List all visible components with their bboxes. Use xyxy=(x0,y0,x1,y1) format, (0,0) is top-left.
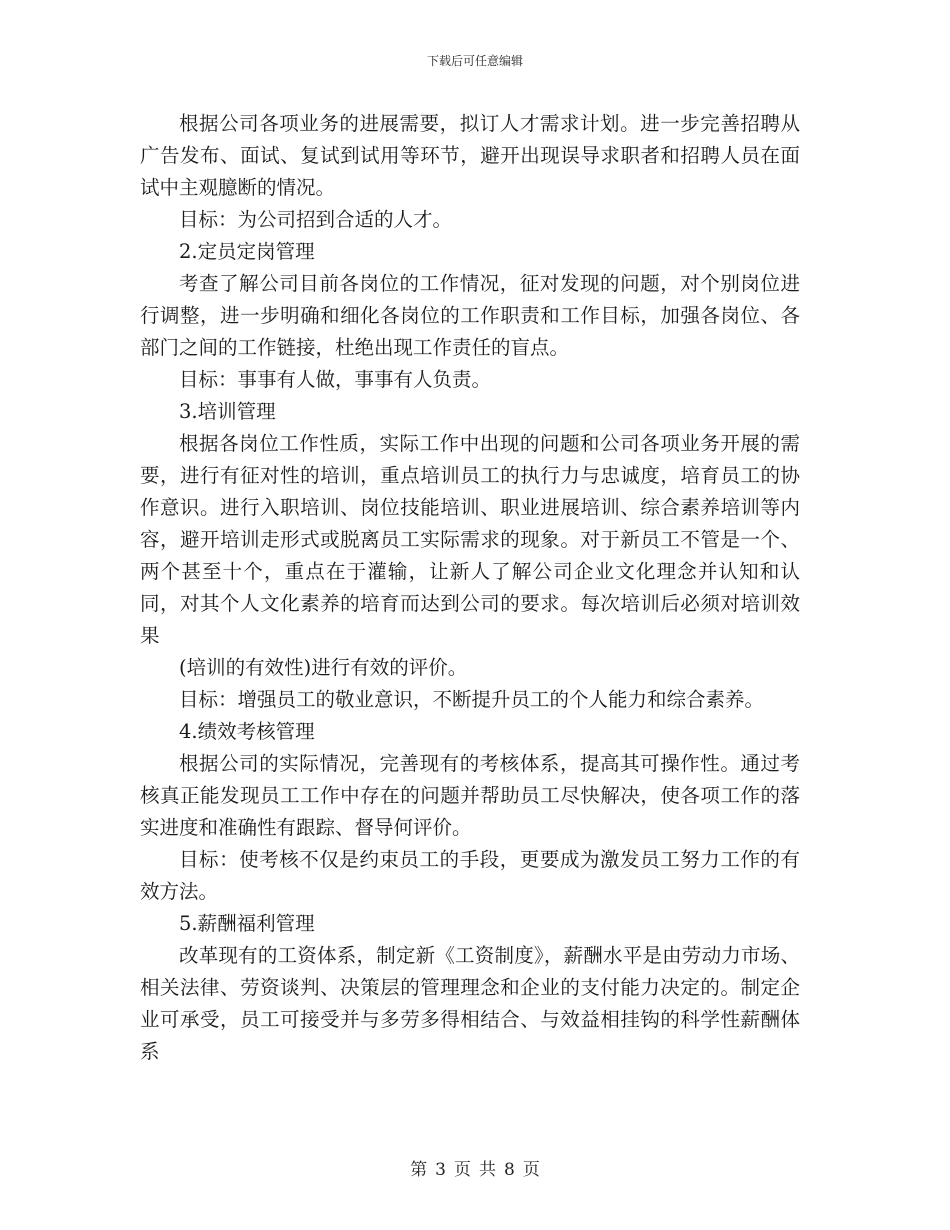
section-heading-training: 3.培训管理 xyxy=(179,400,276,423)
paragraph-recruitment-goal: 目标：为公司招到合适的人才。 xyxy=(179,208,453,231)
page-footer xyxy=(0,1155,950,1180)
footer-total-word: 共 xyxy=(479,1160,496,1180)
section-heading-staffing: 2.定员定岗管理 xyxy=(179,240,315,263)
footer-current-page: 3 xyxy=(435,1160,446,1180)
paragraph-training-goal: 目标：增强员工的敬业意识，不断提升员工的个人能力和综合素养。 xyxy=(179,688,765,711)
paragraph-training-evaluation: (培训的有效性)进行有效的评价。 xyxy=(179,656,468,679)
paragraph-training-body: 根据各岗位工作性质，实际工作中出现的问题和公司各项业务开展的需要，进行有征对性的培训，重点培训员工的执行力与忠诚度，培育员工的协作意识。进行入职培训、岗位技能培训、职业进展培训、综合素养培训等内容，避开培训走形式或脱离员工实际需求的现象。对于新员工不管是一个、两个甚至十个，重点在于灌输，让新人了解公司企业文化理念并认知和认同，对其个人文化素养的培育而达到公司的要求。每次培训后必须对培训效果 xyxy=(140,432,800,647)
footer-page-word: 页 xyxy=(454,1160,471,1180)
section-heading-performance: 4.绩效考核管理 xyxy=(179,720,315,743)
footer-total-pages: 8 xyxy=(504,1160,515,1180)
paragraph-staffing-body: 考查了解公司目前各岗位的工作情况，征对发现的问题，对个别岗位进行调整，进一步明确和细化各岗位的工作职责和工作目标，加强各岗位、各部门之间的工作链接，杜绝出现工作责任的盲点。 xyxy=(140,272,800,359)
footer-prefix: 第 xyxy=(410,1160,428,1180)
paragraph-performance-body: 根据公司的实际情况，完善现有的考核体系，提高其可操作性。通过考核真正能发现员工工作中存在的问题并帮助员工尽快解决，使各项工作的落实进度和准确性有跟踪、督导何评价。 xyxy=(140,752,800,839)
footer-suffix: 页 xyxy=(522,1160,540,1180)
paragraph-performance-goal: 目标：使考核不仅是约束员工的手段，更要成为激发员工努力工作的有效方法。 xyxy=(140,848,800,903)
paragraph-staffing-goal: 目标：事事有人做，事事有人负责。 xyxy=(179,368,492,391)
section-heading-compensation: 5.薪酬福利管理 xyxy=(179,912,315,935)
paragraph-recruitment-plan: 根据公司各项业务的进展需要，拟订人才需求计划。进一步完善招聘从广告发布、面试、复试到试用等环节，避开出现误导求职者和招聘人员在面试中主观臆断的情况。 xyxy=(140,112,800,199)
paragraph-compensation-body: 改革现有的工资体系，制定新《工资制度》，薪酬水平是由劳动力市场、相关法律、劳资谈判、决策层的管理理念和企业的支付能力决定的。制定企业可承受，员工可接受并与多劳多得相结合、与效益相挂钩的科学性薪酬体系 xyxy=(140,944,800,1063)
document-body xyxy=(140,108,800,1068)
page-header: 下载后可任意编辑 xyxy=(426,54,523,68)
